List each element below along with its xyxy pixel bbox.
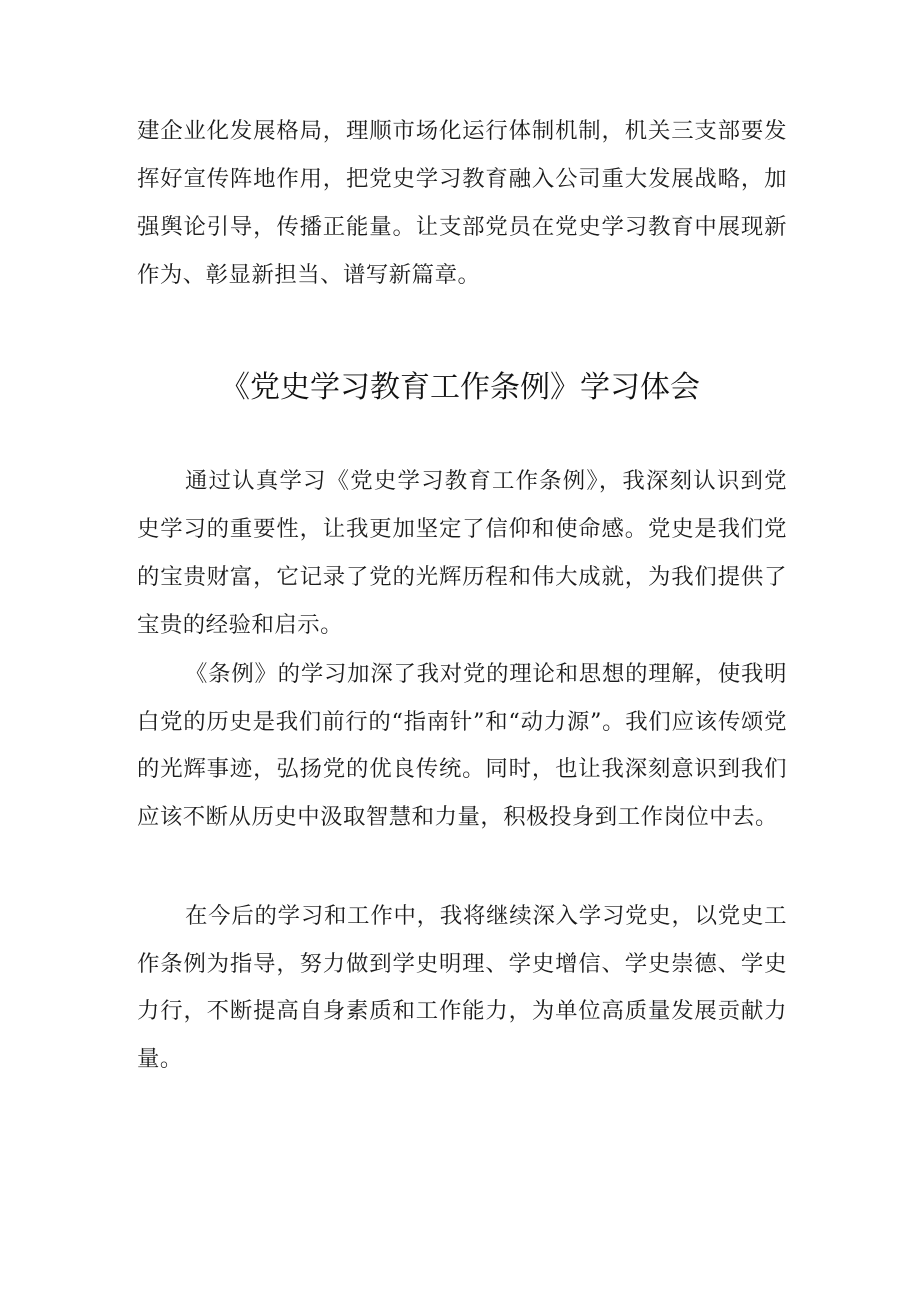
body-paragraph-3: 在今后的学习和工作中，我将继续深入学习党史，以党史工作条例为指导，努力做到学史明理、学史增信、学史崇德、学史力行，不断提高自身素质和工作能力，为单位高质量发展贡献力量。	[137, 903, 787, 1072]
body-paragraph-2: 《条例》的学习加深了我对党的理论和思想的理解，使我明白党的历史是我们前行的“指南针”和“动力源”。我们应该传颂党的光辉事迹，弘扬党的优良传统。同时，也让我深刻意识到我们应该不断从历史中汲取智慧和力量，积极投身到工作岗位中去。	[137, 661, 787, 830]
intro-paragraph: 建企业化发展格局，理顺市场化运行体制机制，机关三支部要发挥好宣传阵地作用，把党史学习教育融入公司重大发展战略，加强舆论引导，传播正能量。让支部党员在党史学习教育中展现新作为、彰显新担当、谱写新篇章。	[137, 118, 787, 288]
document-title: 《党史学习教育工作条例》学习体会	[220, 370, 700, 405]
body-paragraph-1: 通过认真学习《党史学习教育工作条例》，我深刻认识到党史学习的重要性，让我更加坚定了信仰和使命感。党史是我们党的宝贵财富，它记录了党的光辉历程和伟大成就，为我们提供了宝贵的经验和启示。	[137, 468, 787, 638]
